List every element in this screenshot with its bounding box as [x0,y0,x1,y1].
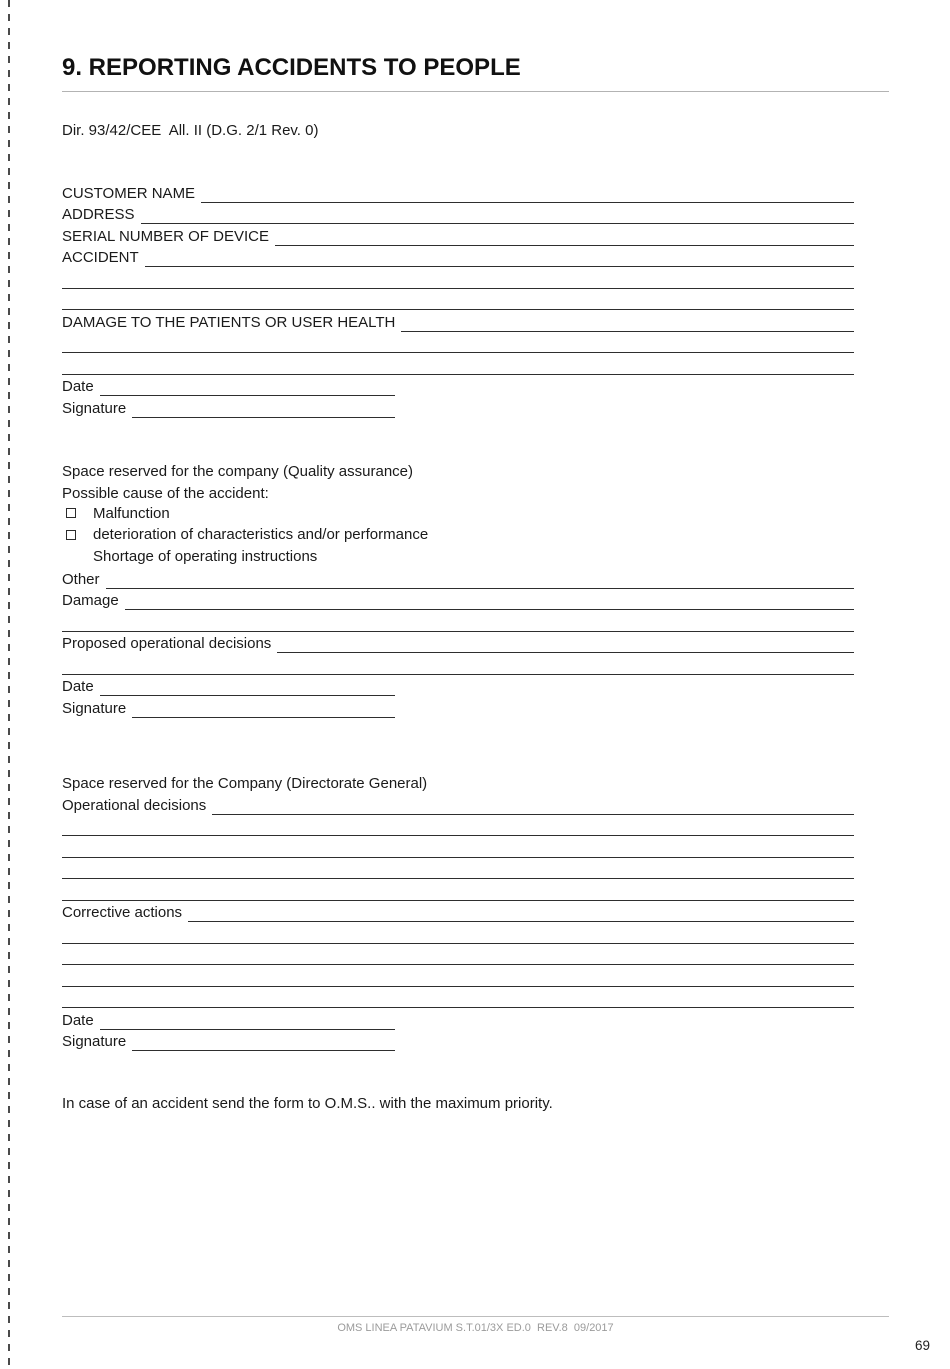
fill-line [201,181,854,203]
checkbox-icon [66,530,76,540]
field-date [62,1008,395,1030]
fill-line [277,632,854,654]
field-serial-number [62,224,854,246]
option-shortage-instructions [62,546,854,568]
field-label: Date [62,378,94,395]
fill-line [62,610,854,632]
field-date [62,675,395,697]
field-signature [62,1030,395,1052]
fill-line [100,675,395,697]
fill-line [188,901,854,923]
fill-line [62,332,854,354]
field-label: Signature [62,1033,127,1050]
fill-line [100,375,395,397]
footer-doc-reference: OMS LINEA PATAVIUM S.T.01/3X ED.0 REV.8 09/2017 [62,1316,889,1334]
fill-line [62,289,854,311]
field-proposed-decisions [62,632,854,654]
field-label: Signature [62,699,127,717]
page-number: 69 [914,1338,930,1353]
directive-reference: Dir. 93/42/CEE All. II (D.G. 2/1 Rev. 0) [62,122,319,139]
field-other [62,567,854,589]
section-directorate-general [62,772,854,1052]
fill-line [62,353,854,375]
field-label: Damage [62,592,119,609]
page-content [62,0,854,1112]
field-label: Corrective actions [62,904,183,921]
fill-line [275,224,854,246]
field-damage [62,589,854,611]
field-label: SERIAL NUMBER OF DEVICE [62,227,269,245]
fill-line [62,267,854,289]
title-block [62,0,889,92]
fill-line [100,1008,395,1030]
option-deterioration [62,524,854,546]
punch-margin-line [8,0,10,1369]
field-label: DAMAGE TO THE PATIENTS OR USER HEALTH [62,313,396,331]
fill-line [62,815,854,837]
fill-line [212,793,854,815]
field-label: Operational decisions [62,796,207,814]
field-address [62,203,854,225]
fill-line [62,653,854,675]
field-signature [62,396,395,418]
fill-line [132,696,395,718]
field-label: Date [62,1011,94,1029]
field-corrective-actions [62,901,854,923]
option-label: Shortage of operating instructions [93,547,318,565]
option-label: Malfunction [93,504,170,522]
priority-note: In case of an accident send the form to O.M.S.. with the maximum priority. [62,1095,553,1112]
field-label: CUSTOMER NAME [62,184,196,202]
checkbox-icon [66,508,76,518]
section-heading-quality: Space reserved for the company (Quality assurance) [62,463,413,480]
field-label: ACCIDENT [62,249,139,266]
field-operational-decisions [62,793,854,815]
option-malfunction [62,503,854,525]
fill-line [141,203,854,225]
fill-line [62,858,854,880]
fill-line [125,589,854,611]
field-label: Other [62,570,100,588]
section-quality-assurance [62,460,854,718]
field-date [62,375,395,397]
field-accident [62,246,854,268]
section-title: 9. REPORTING ACCIDENTS TO PEOPLE [62,54,521,81]
fill-line [132,396,395,418]
fill-line [145,246,854,268]
fill-line [62,879,854,901]
fill-line [106,567,854,589]
fill-line [62,922,854,944]
fill-line [132,1030,395,1052]
fill-line [62,965,854,987]
possible-cause-heading: Possible cause of the accident: [62,484,269,502]
section-heading-directorate: Space reserved for the Company (Directorate General) [62,775,428,792]
option-label: deterioration of characteristics and/or performance [93,526,429,544]
field-label: Signature [62,399,127,417]
field-customer-name [62,181,854,203]
fill-line [62,944,854,966]
field-signature [62,696,395,718]
section-report [62,181,854,418]
fill-line [62,836,854,858]
fill-line [401,310,854,332]
field-label: Proposed operational decisions [62,635,272,652]
field-label: Date [62,678,94,695]
field-label: ADDRESS [62,206,135,223]
field-damage-health [62,310,854,332]
fill-line [62,987,854,1009]
